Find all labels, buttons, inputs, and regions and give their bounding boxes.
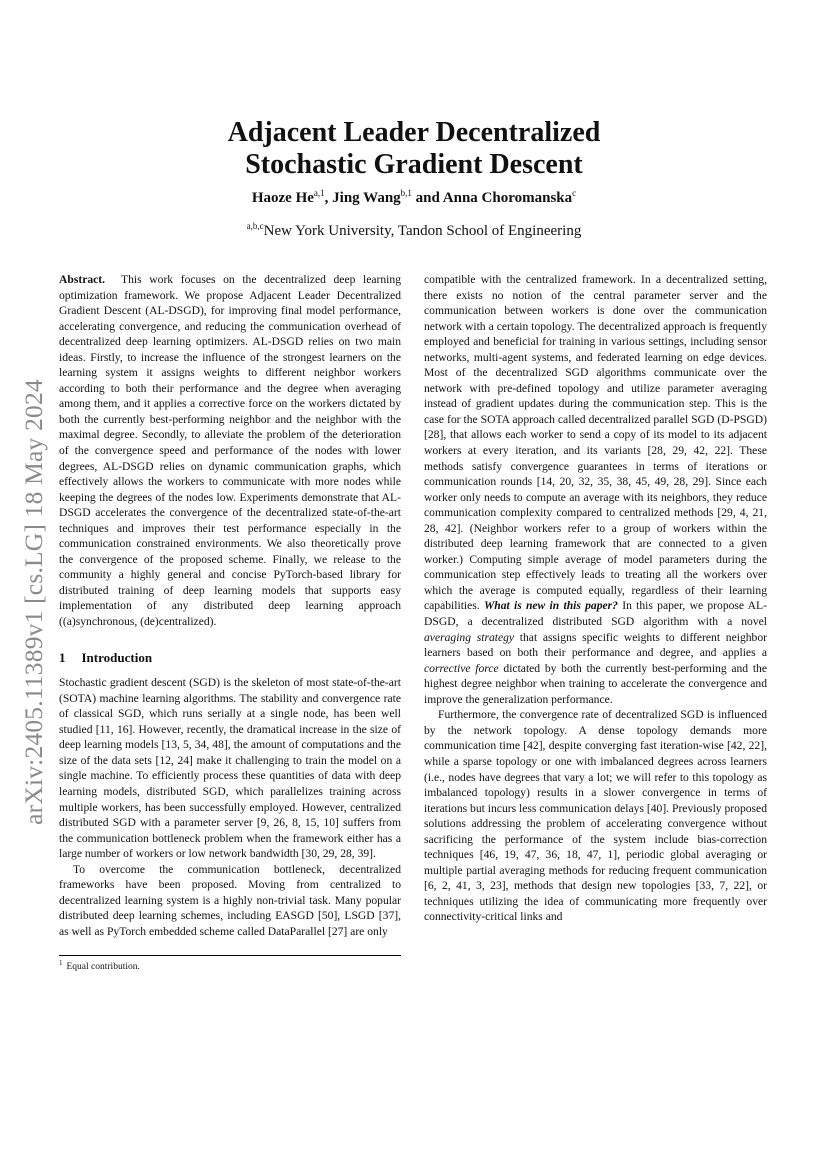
title-line-2: Stochastic Gradient Descent [245, 149, 583, 180]
author-separator: and [411, 190, 443, 206]
intro-paragraph-2-start [59, 862, 401, 940]
intro-paragraph-2-text: To overcome the communication bottleneck, decentralized frameworks have been proposed. Moving from centralized to decentralized learning system is a highly non-trivial task. Many popular distributed deep learning schemes, including EASGD [50], LSGD [37], as well as PyTorch embedded scheme called DataParallel [27] are only [59, 862, 401, 938]
paragraph-text: dictated by both the currently best-performing and the highest degree neighbor when training to accelerate the convergence and improve the generalization performance. [424, 661, 767, 706]
affiliation-text: New York University, Tandon School of Engineering [263, 223, 582, 239]
author-name: Jing Wang [332, 190, 401, 206]
emphasis-averaging-strategy: averaging strategy [424, 630, 515, 644]
footnote-text: Equal contribution. [66, 962, 140, 972]
section-title: Introduction [81, 649, 153, 665]
intro-paragraph-3: Furthermore, the convergence rate of decentralized SGD is influenced by the network topology. A dense topology demands more communication time [42], despite converging fast iteration-wise [42, 22], while a sparse topology or one with imbalanced degrees across learners (i.e., nodes have degrees that vary a lot; we will refer to this topology as imbalanced topology) results in a slower convergence in terms of iterations but incurs less communication delays [40]. Previously proposed solutions addressing the problem of accelerating convergence without sacrificing the performance of the system include bias-correction techniques [46, 19, 47, 36, 18, 47, 1], periodic global averaging or multiple partial averaging methods for reducing frequent communication [6, 2, 41, 3, 23], methods that design new topologies [33, 7, 22], or techniques utilizing the idea of communicating more frequently over connectivity-critical links and [424, 708, 767, 924]
author-superscript: c [572, 188, 577, 198]
arxiv-identifier-text: arXiv:2405.11389v1 [cs.LG] 18 May 2024 [19, 379, 48, 825]
author-separator: , [324, 190, 333, 206]
title-line-1: Adjacent Leader Decentralized [227, 117, 601, 148]
arxiv-identifier-stamp [14, 355, 54, 850]
right-column [424, 272, 767, 925]
section-heading [59, 650, 401, 666]
author-superscript: b,1 [400, 188, 412, 198]
affiliation-superscript: a,b,c [246, 221, 264, 231]
affiliation [0, 221, 828, 240]
author-name: Anna Choromanska [442, 190, 573, 206]
emphasis-corrective-force: corrective force [424, 661, 499, 675]
paragraph-text: In this paper, we propose AL-DSGD, a decentralized distributed SGD algorithm with a novel [424, 599, 767, 629]
what-is-new-heading: What is new in this paper? [483, 599, 618, 613]
section-number: 1 [59, 649, 66, 665]
paper-title [0, 117, 828, 181]
author-list [0, 188, 828, 207]
abstract [59, 272, 401, 630]
abstract-text: This work focuses on the decentralized deep learning optimization framework. We propose Adjacent Leader Decentralized Gradient Descent (AL-DSGD), for improving final model performance, accelerating convergence, and reducing the communication overhead of decentralized deep learning optimizers. AL-DSGD relies on two main ideas. Firstly, to increase the influence of the strongest learners on the learning system it assigns weights to different neighbor workers according to both their performance and the degree when averaging among them, and it applies a corrective force on the workers dictated by both the currently best-performing neighbor and the neighbor with the maximal degree. Secondly, to alleviate the problem of the deterioration of the convergence speed and performance of the nodes with lower degrees, AL-DSGD relies on dynamic communication graphs, which effectively allows the workers to communicate with more nodes while keeping the degrees of the nodes low. Experiments demonstrate that AL-DSGD accelerates the convergence of the decentralized state-of-the-art techniques and improves their test performance especially in the communication constrained environments. We also theoretically prove the convergence of the proposed scheme. Finally, we release to the community a highly general and concise PyTorch-based library for distributed training of deep learning models that supports easy implementation of any distributed deep learning approach ((a)synchronous, (de)centralized). [59, 273, 401, 629]
author-name: Haoze He [251, 190, 314, 206]
footnote [59, 959, 401, 972]
paragraph-text: that assigns specific weights to different neighbor learners based on both their performance and degree, and applies a [424, 630, 767, 660]
footnote-divider [59, 955, 401, 956]
abstract-label: Abstract. [59, 273, 106, 286]
footnote-mark: 1 [59, 959, 63, 967]
intro-paragraph-2-overflow: compatible with the centralized framework. In a decentralized setting, there exists no notion of the central parameter server and the communication between workers is done over the communication network with a certain topology. The decentralized approach is frequently employed and beneficial for training in various settings, including sensor networks, multi-agent systems, and federated learning on edge devices. Most of the decentralized SGD algorithms communicate over the network with pre-defined topology and utilize parameter averaging instead of gradient updates during the communication step. This is the case for the SOTA approach called decentralized parallel SGD (D-PSGD) [28], that allows each worker to send a copy of its model to its adjacent workers at every iteration, and its variants [28, 29, 42, 22]. These methods satisfy convergence guarantees in terms of iterations or communication rounds [14, 20, 32, 35, 38, 45, 49, 28, 29]. Since each worker only needs to compute an average with its neighbors, they reduce communication complexity compared to centralized methods [29, 4, 21, 28, 42]. (Neighbor workers refer to a group of workers within the distributed deep learning framework that are connected to a given worker.) Computing simple average of model parameters during the communication step effectively leads to treating all the workers over which the average is computed equally, regardless of their learning capabilities. [424, 273, 767, 613]
intro-paragraph-1: Stochastic gradient descent (SGD) is the skeleton of most state-of-the-art (SOTA) machine learning algorithms. The stability and convergence rate of classical SGD, which runs serially at a single node, has been well studied [11, 16]. However, recently, the dramatical increase in the size of deep learning models [13, 5, 34, 48], the amount of computations and the size of the data sets [12, 24] make it challenging to train the model on a single machine. To efficiently process these quantities of data with deep learning models, distributed SGD, which parallelizes training across multiple workers, has been successfully employed. However, centralized distributed SGD with a parameter server [9, 26, 8, 15, 10] suffers from the communication bottleneck problem when the framework either has a large number of workers or low network bandwidth [30, 29, 28, 39]. [59, 676, 401, 861]
intro-paragraph-2-continued [424, 272, 767, 707]
left-column [59, 272, 401, 939]
author-superscript: a,1 [313, 188, 325, 198]
